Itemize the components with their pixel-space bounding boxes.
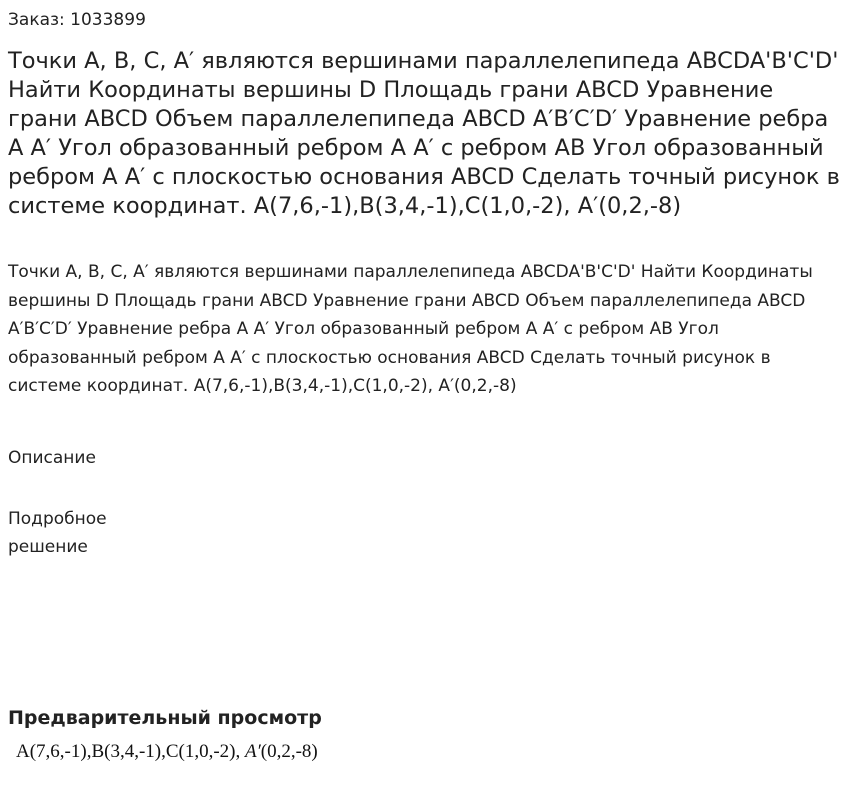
preview-point-a-prime-coords: (0,2,-8) bbox=[260, 741, 318, 762]
order-number: Заказ: 1033899 bbox=[8, 10, 146, 30]
detailed-solution-label: Подробное решение bbox=[8, 509, 107, 557]
preview-content bbox=[16, 739, 318, 765]
preview-heading: Предварительный просмотр bbox=[8, 707, 322, 729]
description-label: Описание bbox=[8, 448, 96, 468]
task-description-text: Точки А, В, С, А′ являются вершинами параллелепипеда ABCDA'B'C'D' Найти Координаты вершины D Площадь грани ABCD Уравнение грани ABCD Объем параллелепипеда ABCD A′B′C′D′ Уравнение ребра А А′ Угол образованный ребром А А′ с ребром АВ Угол образованный ребром А А′ с плоскостью основания ABCD Сделать точный рисунок в системе координат. А(7,6,-1),В(3,4,-1),С(1,0,-2), А′(0,2,-8) bbox=[8, 262, 813, 397]
preview-point-a-prime-label: A′ bbox=[245, 741, 261, 762]
task-title: Точки А, В, С, А′ являются вершинами параллелепипеда ABCDA'B'C'D' Найти Координаты вершины D Площадь грани ABCD Уравнение грани ABCD Объем параллелепипеда ABCD A′B′C′D′ Уравнение ребра А А′ Угол образованный ребром А А′ с ребром АВ Угол образованный ребром А А′ с плоскостью основания ABCD Сделать точный рисунок в системе координат. А(7,6,-1),В(3,4,-1),С(1,0,-2), А′(0,2,-8) bbox=[8, 48, 840, 219]
preview-points-abc: A(7,6,-1),B(3,4,-1),C(1,0,-2), bbox=[16, 741, 246, 762]
